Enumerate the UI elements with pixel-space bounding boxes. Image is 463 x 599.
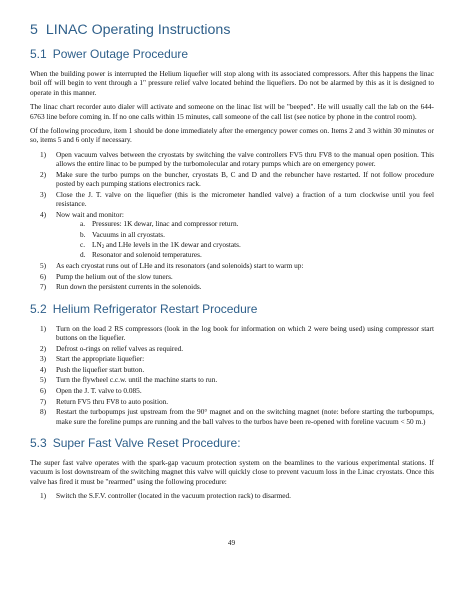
- step-number: 7): [40, 396, 47, 406]
- substep-letter: a.: [80, 219, 86, 229]
- step-number: 2): [40, 169, 47, 179]
- step-text: Run down the persistent currents in the solenoids.: [56, 282, 202, 292]
- step-text: As each cryostat runs out of LHe and its resonators (and solenoids) start to warm up:: [56, 261, 304, 271]
- step-list: [30, 150, 434, 292]
- list-item: [30, 491, 434, 500]
- list-item: [30, 386, 434, 395]
- section-title: Super Fast Valve Reset Procedure:: [52, 436, 241, 451]
- list-item: [30, 170, 434, 189]
- list-item: [30, 261, 434, 270]
- step-list: [30, 324, 434, 426]
- section-number: 5.1: [30, 47, 47, 61]
- step-number: 5): [40, 375, 47, 385]
- step-text: Open the J. T. valve to 0.085.: [56, 386, 142, 396]
- step-text: Turn on the load 2 RS compressors (look in the log book for information on which 2 were being used) using compressor start buttons on the liquefier.: [56, 323, 434, 343]
- step-text: Restart the turbopumps just upstream from the 90° magnet and on the switching magnet (note: before starting the turbopumps, make sure the foreline pumps are running and the ball valves to the turbos have been re-opened with foreline vacuum < 50 m.): [56, 407, 434, 426]
- step-number: 6): [40, 271, 47, 281]
- list-item: [30, 407, 434, 426]
- chapter-heading: [30, 22, 434, 39]
- step-number: 3): [40, 189, 47, 199]
- substep-letter: d.: [80, 250, 86, 260]
- step-number: 1): [40, 323, 47, 333]
- list-item: [30, 354, 434, 363]
- step-text: Switch the S.F.V. controller (located in the vacuum protection rack) to disarmed.: [56, 491, 291, 501]
- substep-text-start: LN: [92, 240, 102, 250]
- chapter-number: 5: [30, 22, 38, 38]
- section-number: 5.3: [30, 436, 47, 451]
- list-item: [30, 397, 434, 406]
- step-number: 4): [40, 364, 47, 374]
- substep-letter: b.: [80, 229, 86, 239]
- step-number: 6): [40, 386, 47, 396]
- list-item: [30, 190, 434, 209]
- step-text: Defrost o-rings on relief valves as required.: [56, 343, 184, 353]
- step-list: [30, 491, 434, 500]
- page-content: [30, 22, 434, 505]
- chapter-title: LINAC Operating Instructions: [45, 22, 231, 38]
- list-item: [30, 375, 434, 384]
- step-number: 1): [40, 491, 47, 501]
- list-item: [56, 240, 434, 249]
- list-item: [30, 365, 434, 374]
- step-text: Start the appropriate liquefier:: [56, 354, 145, 364]
- step-number: 1): [40, 149, 47, 159]
- step-number: 3): [40, 354, 47, 364]
- substep-text: Vacuums in all cryostats.: [92, 229, 165, 239]
- step-text: Return FV5 thru FV8 to auto position.: [56, 396, 169, 406]
- step-number: 5): [40, 261, 47, 271]
- step-number: 8): [40, 407, 47, 417]
- step-text: Push the liquefier start button.: [56, 364, 145, 374]
- section-title: Helium Refrigerator Restart Procedure: [52, 301, 258, 316]
- step-number: 7): [40, 282, 47, 292]
- step-text: Close the J. T. valve on the liquefier (this is the micrometer handled valve) a fraction of a turn clockwise until you feel resistance.: [56, 189, 434, 209]
- step-text: Now wait and monitor:: [56, 209, 124, 219]
- list-item: [30, 282, 434, 291]
- step-number: 4): [40, 209, 47, 219]
- paragraph: The linac chart recorder auto dialer will activate and someone on the linac list will be "beeped". He will usually call the lab on the 644-6763 line before coming in. If no one calls within 15 minutes, call someone of the call list (see notice by phone in the control room).: [30, 102, 434, 121]
- list-item: [56, 250, 434, 259]
- list-item: [56, 219, 434, 228]
- substep-letter: c.: [80, 240, 86, 250]
- substep-text: Pressures: 1K dewar, linac and compressor return.: [92, 219, 239, 229]
- list-item: [30, 210, 434, 260]
- section-number: 5.2: [30, 301, 47, 316]
- list-item: [56, 230, 434, 239]
- step-text: Open vacuum valves between the cryostats by switching the valve controllers FV5 thru FV8 to the manual open position. This allows the entire linac to be pumped by the turbomolecular and rotary pumps which are on emergency power.: [56, 149, 434, 169]
- step-text: Turn the flywheel c.c.w. until the machine starts to run.: [56, 375, 218, 385]
- step-text: Make sure the turbo pumps on the buncher, cryostats B, C and D and the rebuncher have restarted. If not follow procedure posted by each pumping stations electronics rack.: [56, 169, 434, 189]
- list-item: [30, 272, 434, 281]
- list-item: [30, 344, 434, 353]
- list-item: [30, 324, 434, 343]
- subscript: 2: [101, 245, 105, 251]
- list-item: [30, 150, 434, 169]
- section-heading-super-fast-valve: [30, 436, 434, 451]
- paragraph: When the building power is interrupted the Helium liquefier will stop along with its associated compressors. After this happens the linac boil off will begin to vent through a 1" pressure relief valve located behind the liquefiers. Do not be alarmed by this as it is designed to operate in this manner.: [30, 69, 434, 97]
- section-heading-refrigerator-restart: [30, 302, 434, 317]
- substep-text-end: and LHe levels in the 1K dewar and cryostats.: [104, 240, 241, 250]
- section-title: Power Outage Procedure: [52, 47, 189, 61]
- step-text: Pump the helium out of the slow tuners.: [56, 271, 173, 281]
- paragraph: Of the following procedure, item 1 should be done immediately after the emergency power comes on. Items 2 and 3 within 30 minutes or so, items 5 and 6 only if necessary.: [30, 126, 434, 145]
- paragraph: The super fast valve operates with the spark-gap vacuum protection system on the beamlines to the various experimental stations. If vacuum is lost downstream of the switching magnet this valve will quickly close to prevent vacuum loss in the Linac cryostats. Once this valve has fired it must be "rearmed" using the following procedure:: [30, 458, 434, 486]
- section-heading-power-outage: [30, 47, 434, 62]
- step-number: 2): [40, 343, 47, 353]
- substep-text: Resonator and solenoid temperatures.: [92, 250, 202, 260]
- substep-list: [56, 219, 434, 260]
- page-number: 49: [227, 538, 236, 547]
